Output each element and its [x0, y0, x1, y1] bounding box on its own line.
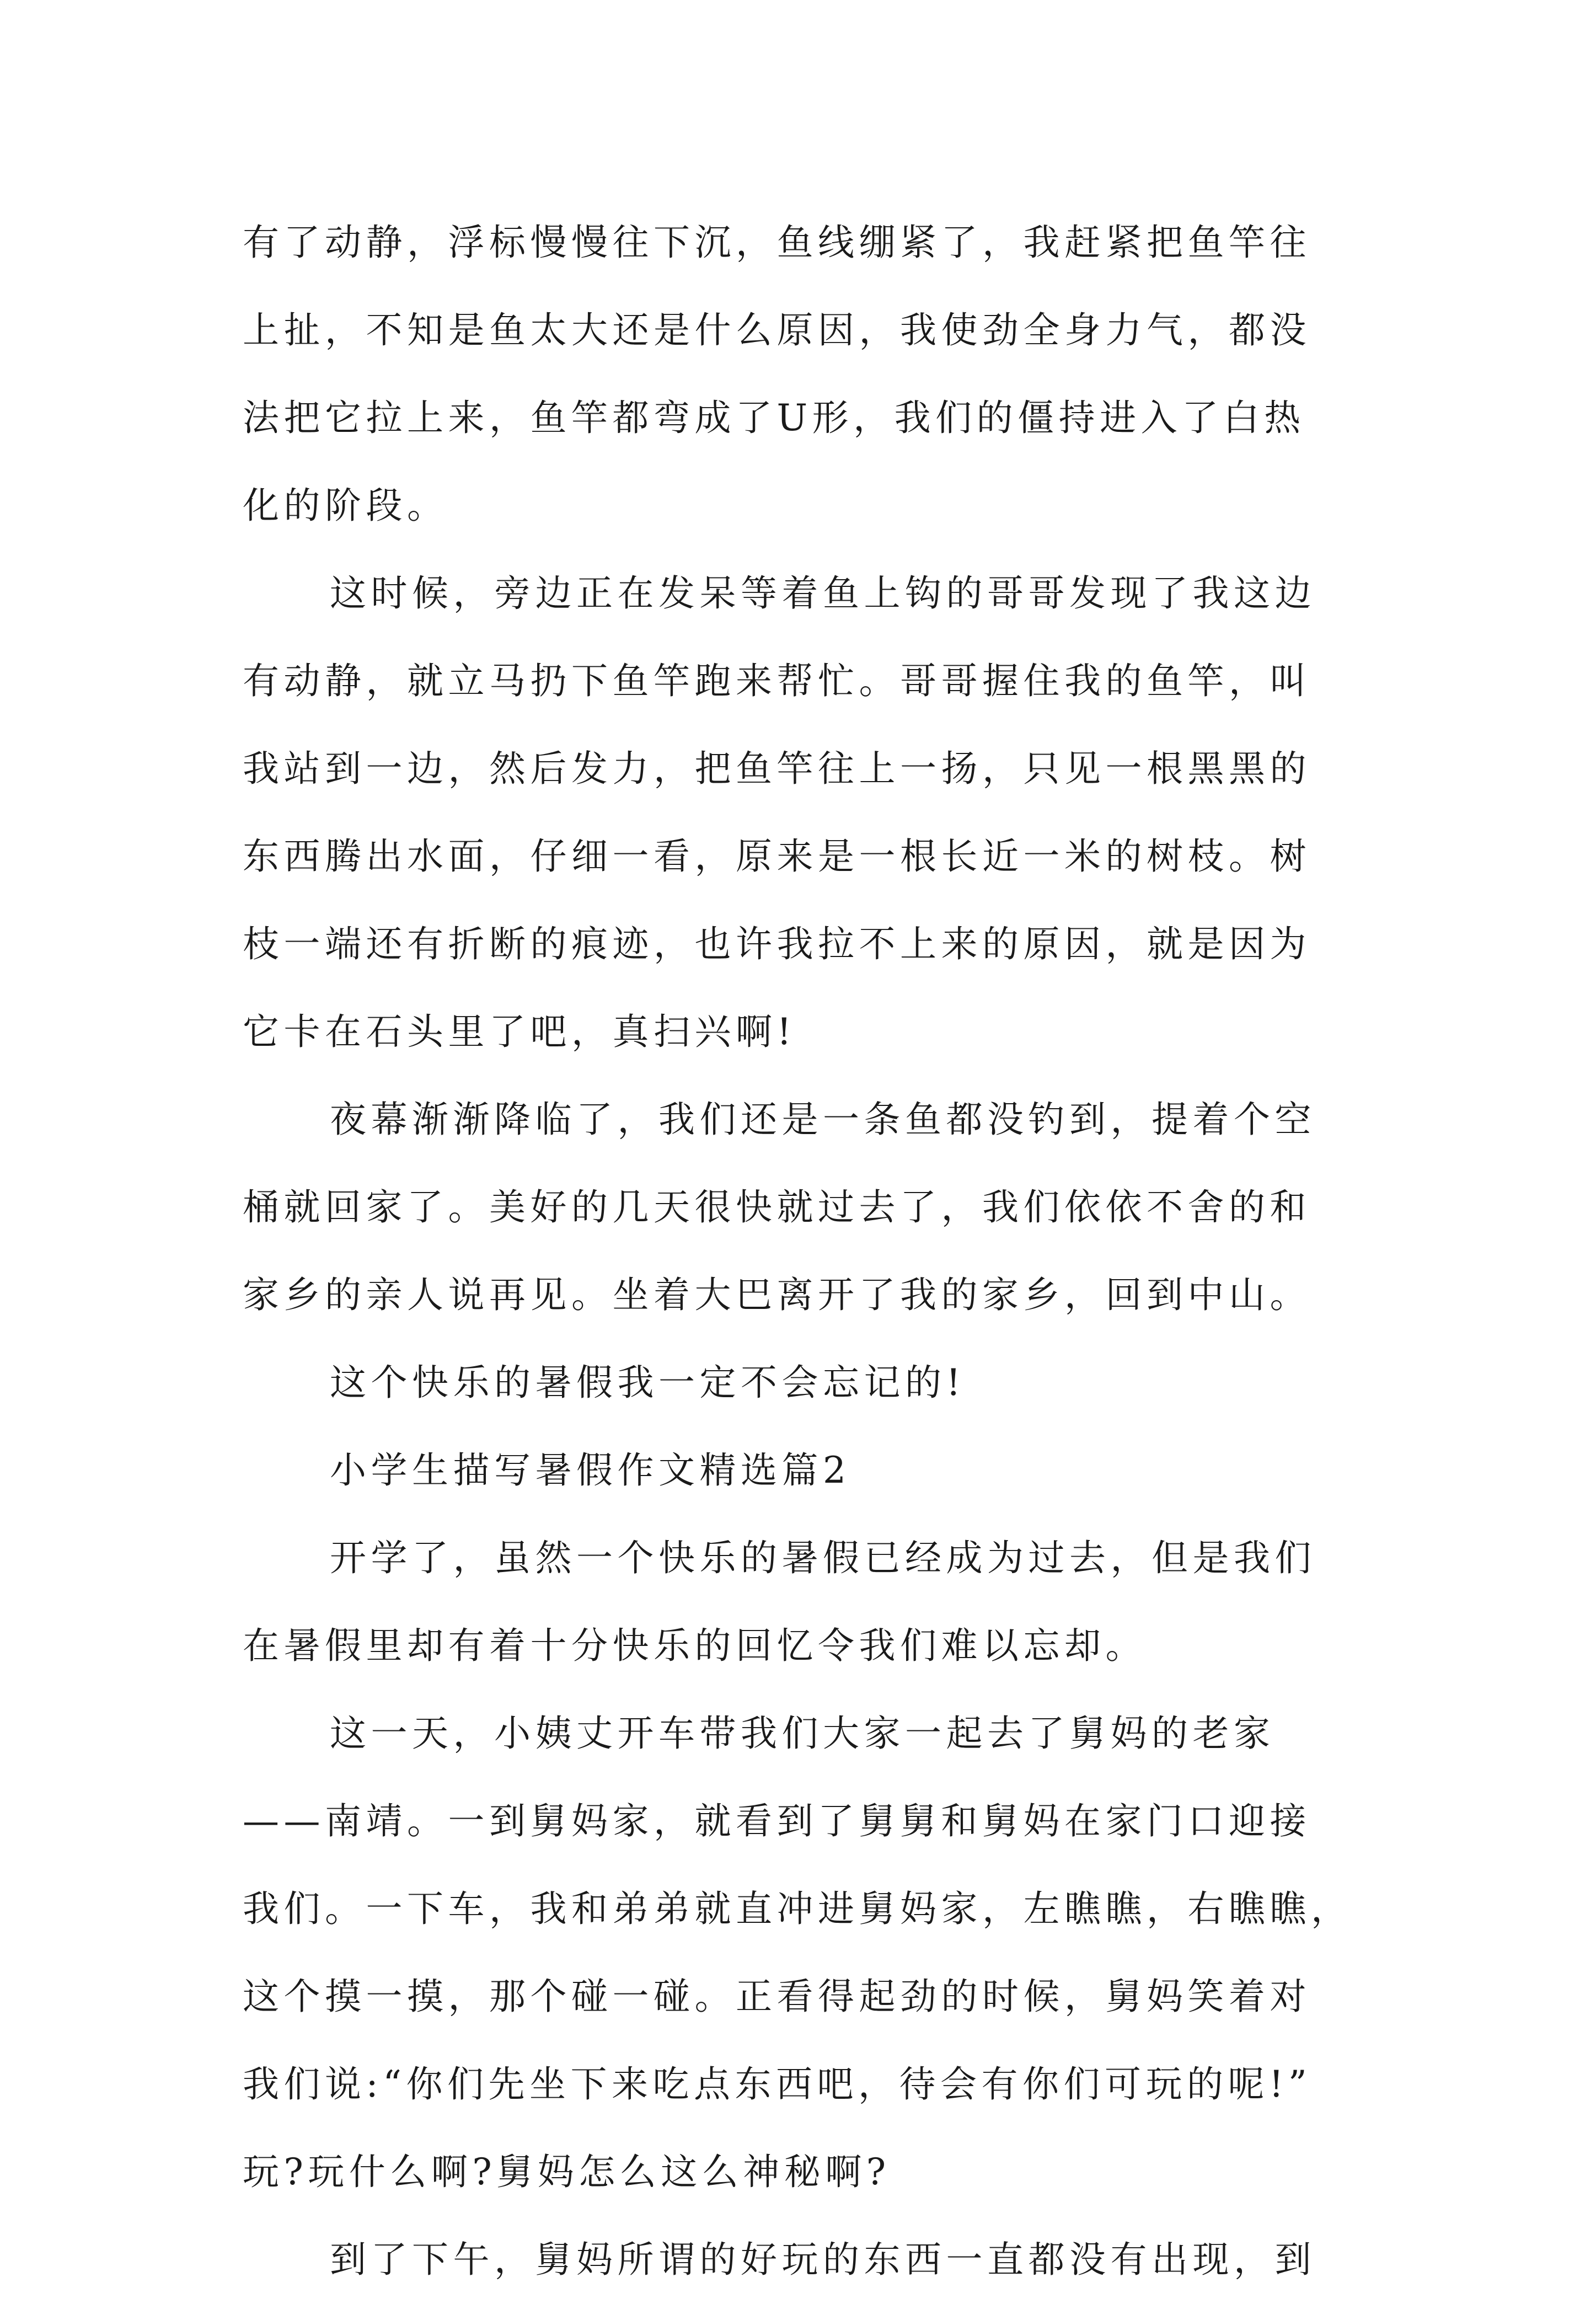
text-line: 家乡的亲人说再见。坐着大巴离开了我的家乡，回到中山。 — [243, 1274, 1311, 1316]
text-line: 法把它拉上来，鱼竿都弯成了U形，我们的僵持进入了白热 — [243, 397, 1305, 439]
text-line: 开学了，虽然一个快乐的暑假已经成为过去，但是我们 — [330, 1537, 1316, 1579]
section-heading: 小学生描写暑假作文精选篇2 — [330, 1449, 851, 1492]
text-line: 桶就回家了。美好的几天很快就过去了，我们依依不舍的和 — [243, 1186, 1311, 1228]
text-line: 有了动静，浮标慢慢往下沉，鱼线绷紧了，我赶紧把鱼竿往 — [243, 221, 1311, 264]
text-line: 枝一端还有折断的痕迹，也许我拉不上来的原因，就是因为 — [243, 923, 1311, 965]
document-body — [243, 215, 1362, 2320]
text-line: 在暑假里却有着十分快乐的回忆令我们难以忘却。 — [243, 1624, 1147, 1667]
text-line: 夜幕渐渐降临了，我们还是一条鱼都没钓到，提着个空 — [330, 1098, 1316, 1141]
text-line: 有动静，就立马扔下鱼竿跑来帮忙。哥哥握住我的鱼竿，叫 — [243, 660, 1311, 702]
text-line: 这个快乐的暑假我一定不会忘记的! — [330, 1361, 966, 1404]
text-line: 东西腾出水面，仔细一看，原来是一根长近一米的树枝。树 — [243, 835, 1311, 878]
text-line: ——南靖。一到舅妈家，就看到了舅舅和舅妈在家门口迎接 — [243, 1800, 1311, 1842]
text-line: 玩?玩什么啊?舅妈怎么这么神秘啊? — [243, 2151, 891, 2193]
text-line: 我们说:“你们先坐下来吃点东西吧，待会有你们可玩的呢!” — [243, 2063, 1312, 2105]
text-line: 这时候，旁边正在发呆等着鱼上钩的哥哥发现了我这边 — [330, 572, 1316, 614]
text-line: 化的阶段。 — [243, 484, 448, 527]
text-line: 这个摸一摸，那个碰一碰。正看得起劲的时候，舅妈笑着对 — [243, 1975, 1311, 2018]
text-line: 我站到一边，然后发力，把鱼竿往上一扬，只见一根黑黑的 — [243, 747, 1311, 790]
text-line: 到了下午，舅妈所谓的好玩的东西一直都没有出现，到 — [330, 2238, 1316, 2281]
text-line: 这一天，小姨丈开车带我们大家一起去了舅妈的老家 — [330, 1712, 1275, 1755]
text-line: 它卡在石头里了吧，真扫兴啊! — [243, 1011, 796, 1053]
text-line: 上扯，不知是鱼太大还是什么原因，我使劲全身力气，都没 — [243, 309, 1311, 351]
text-line: 我们。一下车，我和弟弟就直冲进舅妈家，左瞧瞧，右瞧瞧， — [243, 1888, 1352, 1930]
